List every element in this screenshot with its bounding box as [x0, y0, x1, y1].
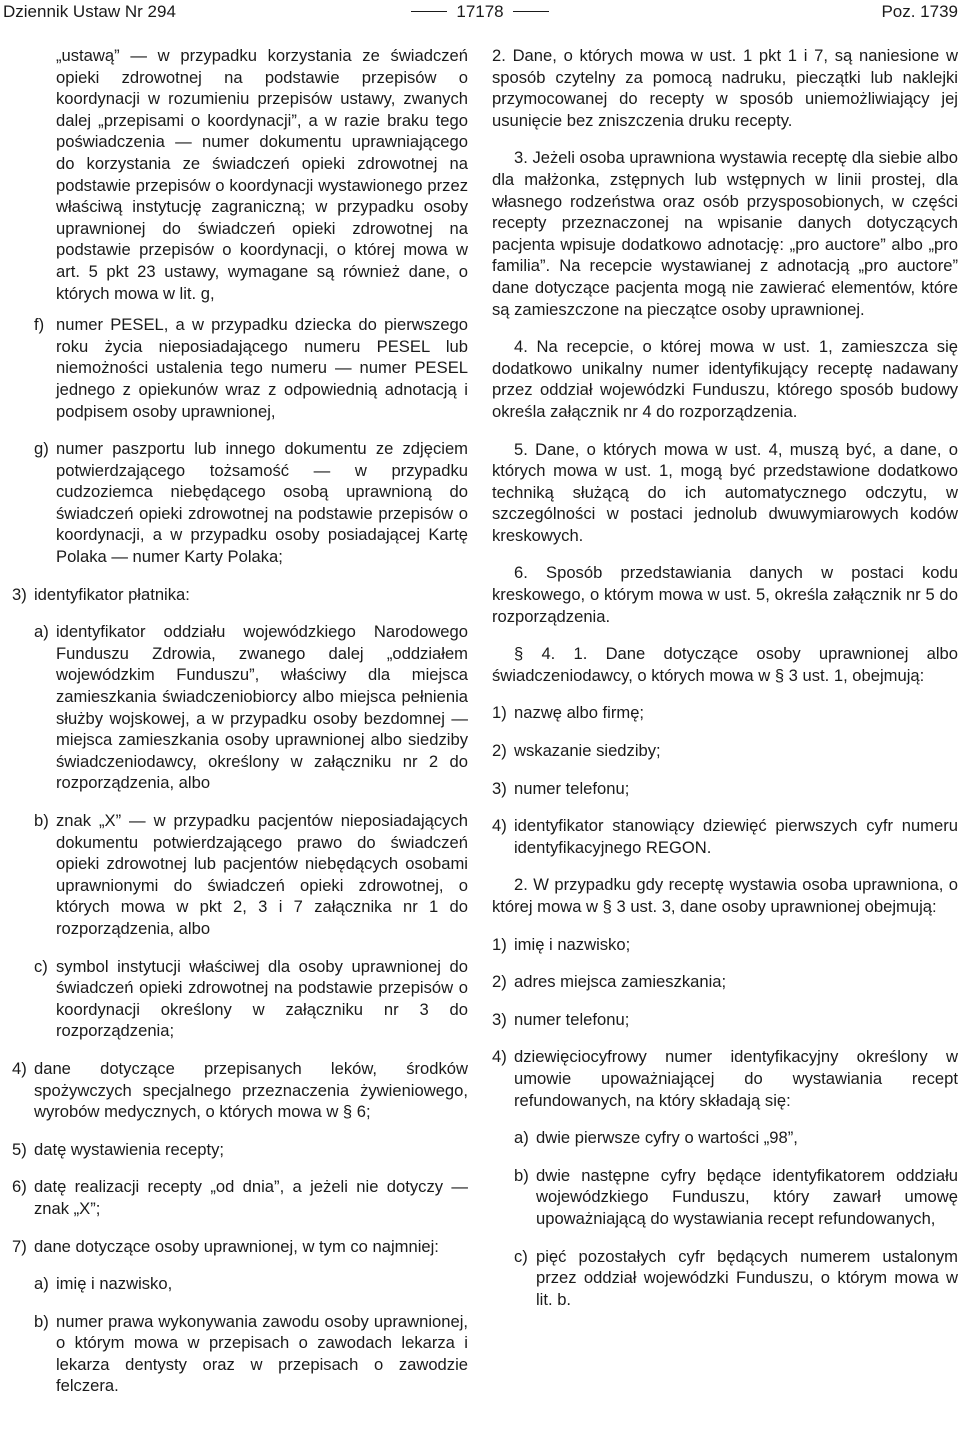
list-1: 1) nazwę albo firmę;	[492, 703, 645, 723]
item-f-label: f)	[34, 315, 45, 335]
section-5: 5. Dane, o których mowa w ust. 4, muszą być, a dane, o których mowa w ust. 1, mogą być przedstawione dodatkowo techniką służącą do ich automatycznego odczytu, w szczególności w postaci jednolub dwuwymiarowych kodów kreskowych.	[492, 439, 958, 545]
item-6-text: datę realizacji recepty „od dnia”, a jeżeli nie dotyczy — znak „X”;	[34, 1177, 468, 1218]
section-3: 3. Jeżeli osoba uprawniona wystawia receptę dla siebie albo dla małżonka, zstępnych lub wstępnych w linii prostej, dla własnego rodzeństwa oraz osób przysposobionych, w części recepty przeznaczonej na wpisanie danych dotyczących pacjenta wpisuje dodatkowo adnotację: „pro auctore” albo „pro familia”. Na recepcie wystawianej z adnotacją „pro auctore” dane dotyczące pacjenta mogą nie zawierać elementów, które są zamieszczone na pieczątce osoby uprawnionej.	[492, 148, 958, 319]
item-g-text: numer paszportu lub innego dokumentu ze zdjęciem potwierdzającego tożsamość — w przypadku cudzoziemca niebędącego osobą uprawnioną do świadczeń opieki zdrowotnej na podstawie przepisów o koordynacji, a w przypadku osoby posiadającej Kartę Polaka — numer Karty Polaka;	[56, 439, 468, 567]
item-7-label: 7)	[12, 1236, 27, 1256]
paragraph-4-1: § 4. 1. Dane dotyczące osoby uprawnionej albo świadczeniodawcy, o których mowa w § 3 ust. 1, obejmują:	[492, 644, 958, 685]
item-7b-label: b)	[34, 1311, 49, 1331]
left-column	[12, 45, 468, 1397]
list-m1: 1) imię i nazwisko;	[492, 934, 631, 954]
list-m4: 4) dziewięciocyfrowy numer identyfikacyjny określony w umowie upoważniającej do wystawiania recept refundowanych, na który składają się:	[492, 1047, 958, 1110]
list-m4c: c) pięć pozostałych cyfr będących numerem ustalonym przez oddział wojewódzki Funduszu, o którym mowa w lit. b.	[514, 1246, 958, 1309]
list-3: 3) numer telefonu;	[492, 778, 630, 798]
intro-paragraph: „ustawą” — w przypadku korzystania ze świadczeń opieki zdrowotnej na podstawie przepisów o koordynacji w rozumieniu przepisów ustawy, zwanych dalej „przepisami o koordynacji”, a w razie braku tego poświadczenia — numer dokumentu uprawniającego do korzystania ze świadczeń opieki zdrowotnej na podstawie przepisów o koordynacji wystawionego przez właściwą instytucję zagraniczną; w przypadku osoby uprawnionej do świadczeń opieki zdrowotnej na podstawie przepisów o koordynacji, o której mowa w art. 5 pkt 23 ustawy, wymagane są również dane, o których mowa w lit. g,	[56, 46, 468, 303]
item-5-text: datę wystawienia recepty;	[34, 1139, 225, 1159]
item-7	[12, 1236, 468, 1258]
dash-right	[513, 11, 549, 13]
item-7a-text: imię i nazwisko,	[56, 1274, 173, 1294]
item-4-text: dane dotyczące przepisanych leków, środków spożywczych specjalnego przeznaczenia żywieniowego, wyrobów medycznych, o których mowa w § 6;	[34, 1058, 468, 1122]
list-4: 4) identyfikator stanowiący dziewięć pierwszych cyfr numeru identyfikacyjnego REGON.	[492, 816, 958, 857]
item-f-text: numer PESEL, a w przypadku dziecka do pierwszego roku życia nieposiadającego numeru PESEL lub niemożności ustalenia tego numeru — numer PESEL jednego z opiekunów wraz z odpowiednią adnotacją i podpisem osoby uprawnionej,	[56, 315, 468, 421]
item-4-label: 4)	[12, 1058, 27, 1078]
item-6	[12, 1176, 468, 1219]
item-5	[12, 1139, 468, 1161]
item-g-label: g)	[34, 439, 49, 459]
list-m4a: a) dwie pierwsze cyfry o wartości „98”,	[514, 1128, 798, 1148]
item-7b-text: numer prawa wykonywania zawodu osoby uprawnionej, o którym mowa w przepisach o zawodach lekarza i lekarza dentysty oraz w przepisach o zawodzie felczera.	[56, 1311, 468, 1396]
page-number: 17178	[456, 2, 504, 21]
item-f	[12, 314, 468, 422]
item-3a-label: a)	[34, 622, 49, 642]
page-number-block	[0, 1, 960, 23]
paragraph-4-2: 2. W przypadku gdy receptę wystawia osoba uprawniona, o której mowa w § 3 ust. 3, dane osoby uprawnionej obejmują:	[492, 875, 958, 916]
page-header	[0, 0, 960, 24]
item-7-text: dane dotyczące osoby uprawnionej, w tym co najmniej:	[34, 1236, 439, 1256]
item-3b	[12, 810, 468, 940]
item-3-text: identyfikator płatnika:	[34, 584, 190, 604]
item-3a-text: identyfikator oddziału wojewódzkiego Narodowego Funduszu Zdrowia, zwanego dalej „oddziałem wojewódzkim Funduszu”, właściwy dla miejsca zamieszkania świadczeniobiorcy albo miejsca pełnienia służby wojskowej, a w przypadku osoby bezdomnej — miejsca zamieszkania osoby uprawnionej albo siedziby świadczeniodawcy, określony w załączniku nr 2 do rozporządzenia, albo	[56, 622, 468, 793]
list-m4b: b) dwie następne cyfry będące identyfikatorem oddziału wojewódzkiego Funduszu, który zawarł umowę upoważniającą do wystawiania recept refundowanych,	[514, 1165, 958, 1228]
item-3c	[12, 956, 468, 1042]
item-3c-label: c)	[34, 956, 48, 976]
item-3-label: 3)	[12, 584, 27, 604]
section-6: 6. Sposób przedstawiania danych w postaci kodu kreskowego, o którym mowa w ust. 5, określa załącznik nr 5 do rozporządzenia.	[492, 563, 958, 626]
right-column	[492, 45, 958, 1310]
dash-left	[411, 11, 447, 13]
item-4	[12, 1058, 468, 1123]
list-2: 2) wskazanie siedziby;	[492, 741, 661, 761]
item-g	[12, 438, 468, 568]
section-4: 4. Na recepcie, o której mowa w ust. 1, zamieszcza się dodatkowo unikalny numer identyfikujący receptę nadawany przez oddział wojewódzki Funduszu, którego sposób budowy określa załącznik nr 4 do rozporządzenia.	[492, 337, 958, 421]
item-7b	[12, 1311, 468, 1397]
journal-title: Dziennik Ustaw Nr 294	[3, 2, 176, 21]
item-3	[12, 584, 468, 606]
item-6-label: 6)	[12, 1177, 27, 1197]
item-5-label: 5)	[12, 1139, 27, 1159]
item-3b-text: znak „X” — w przypadku pacjentów nieposiadających dokumentu potwierdzającego prawo do świadczeń opieki zdrowotnej lub pacjentów niebędących osobami uprawnionymi do świadczeń opieki zdrowotnej, o których mowa w pkt 2, 3 i 7 załącznika nr 1 do rozporządzenia, albo	[56, 811, 468, 938]
item-3a	[12, 621, 468, 794]
item-3b-label: b)	[34, 811, 49, 830]
position-number: Poz. 1739	[881, 2, 958, 21]
list-m2: 2) adres miejsca zamieszkania;	[492, 972, 727, 992]
item-3c-text: symbol instytucji właściwej dla osoby uprawnionej do świadczeń opieki zdrowotnej na podstawie przepisów o koordynacji określony w załączniku nr 3 do rozporządzenia;	[56, 956, 468, 1041]
list-m3: 3) numer telefonu;	[492, 1009, 630, 1029]
item-7a	[12, 1273, 468, 1295]
item-7a-label: a)	[34, 1274, 49, 1294]
section-2: 2. Dane, o których mowa w ust. 1 pkt 1 i 7, są naniesione w sposób czytelny za pomocą nadruku, pieczątki lub naklejki przymocowanej do recepty w sposób uniemożliwiający jej usunięcie bez zniszczenia druku recepty.	[492, 46, 958, 130]
